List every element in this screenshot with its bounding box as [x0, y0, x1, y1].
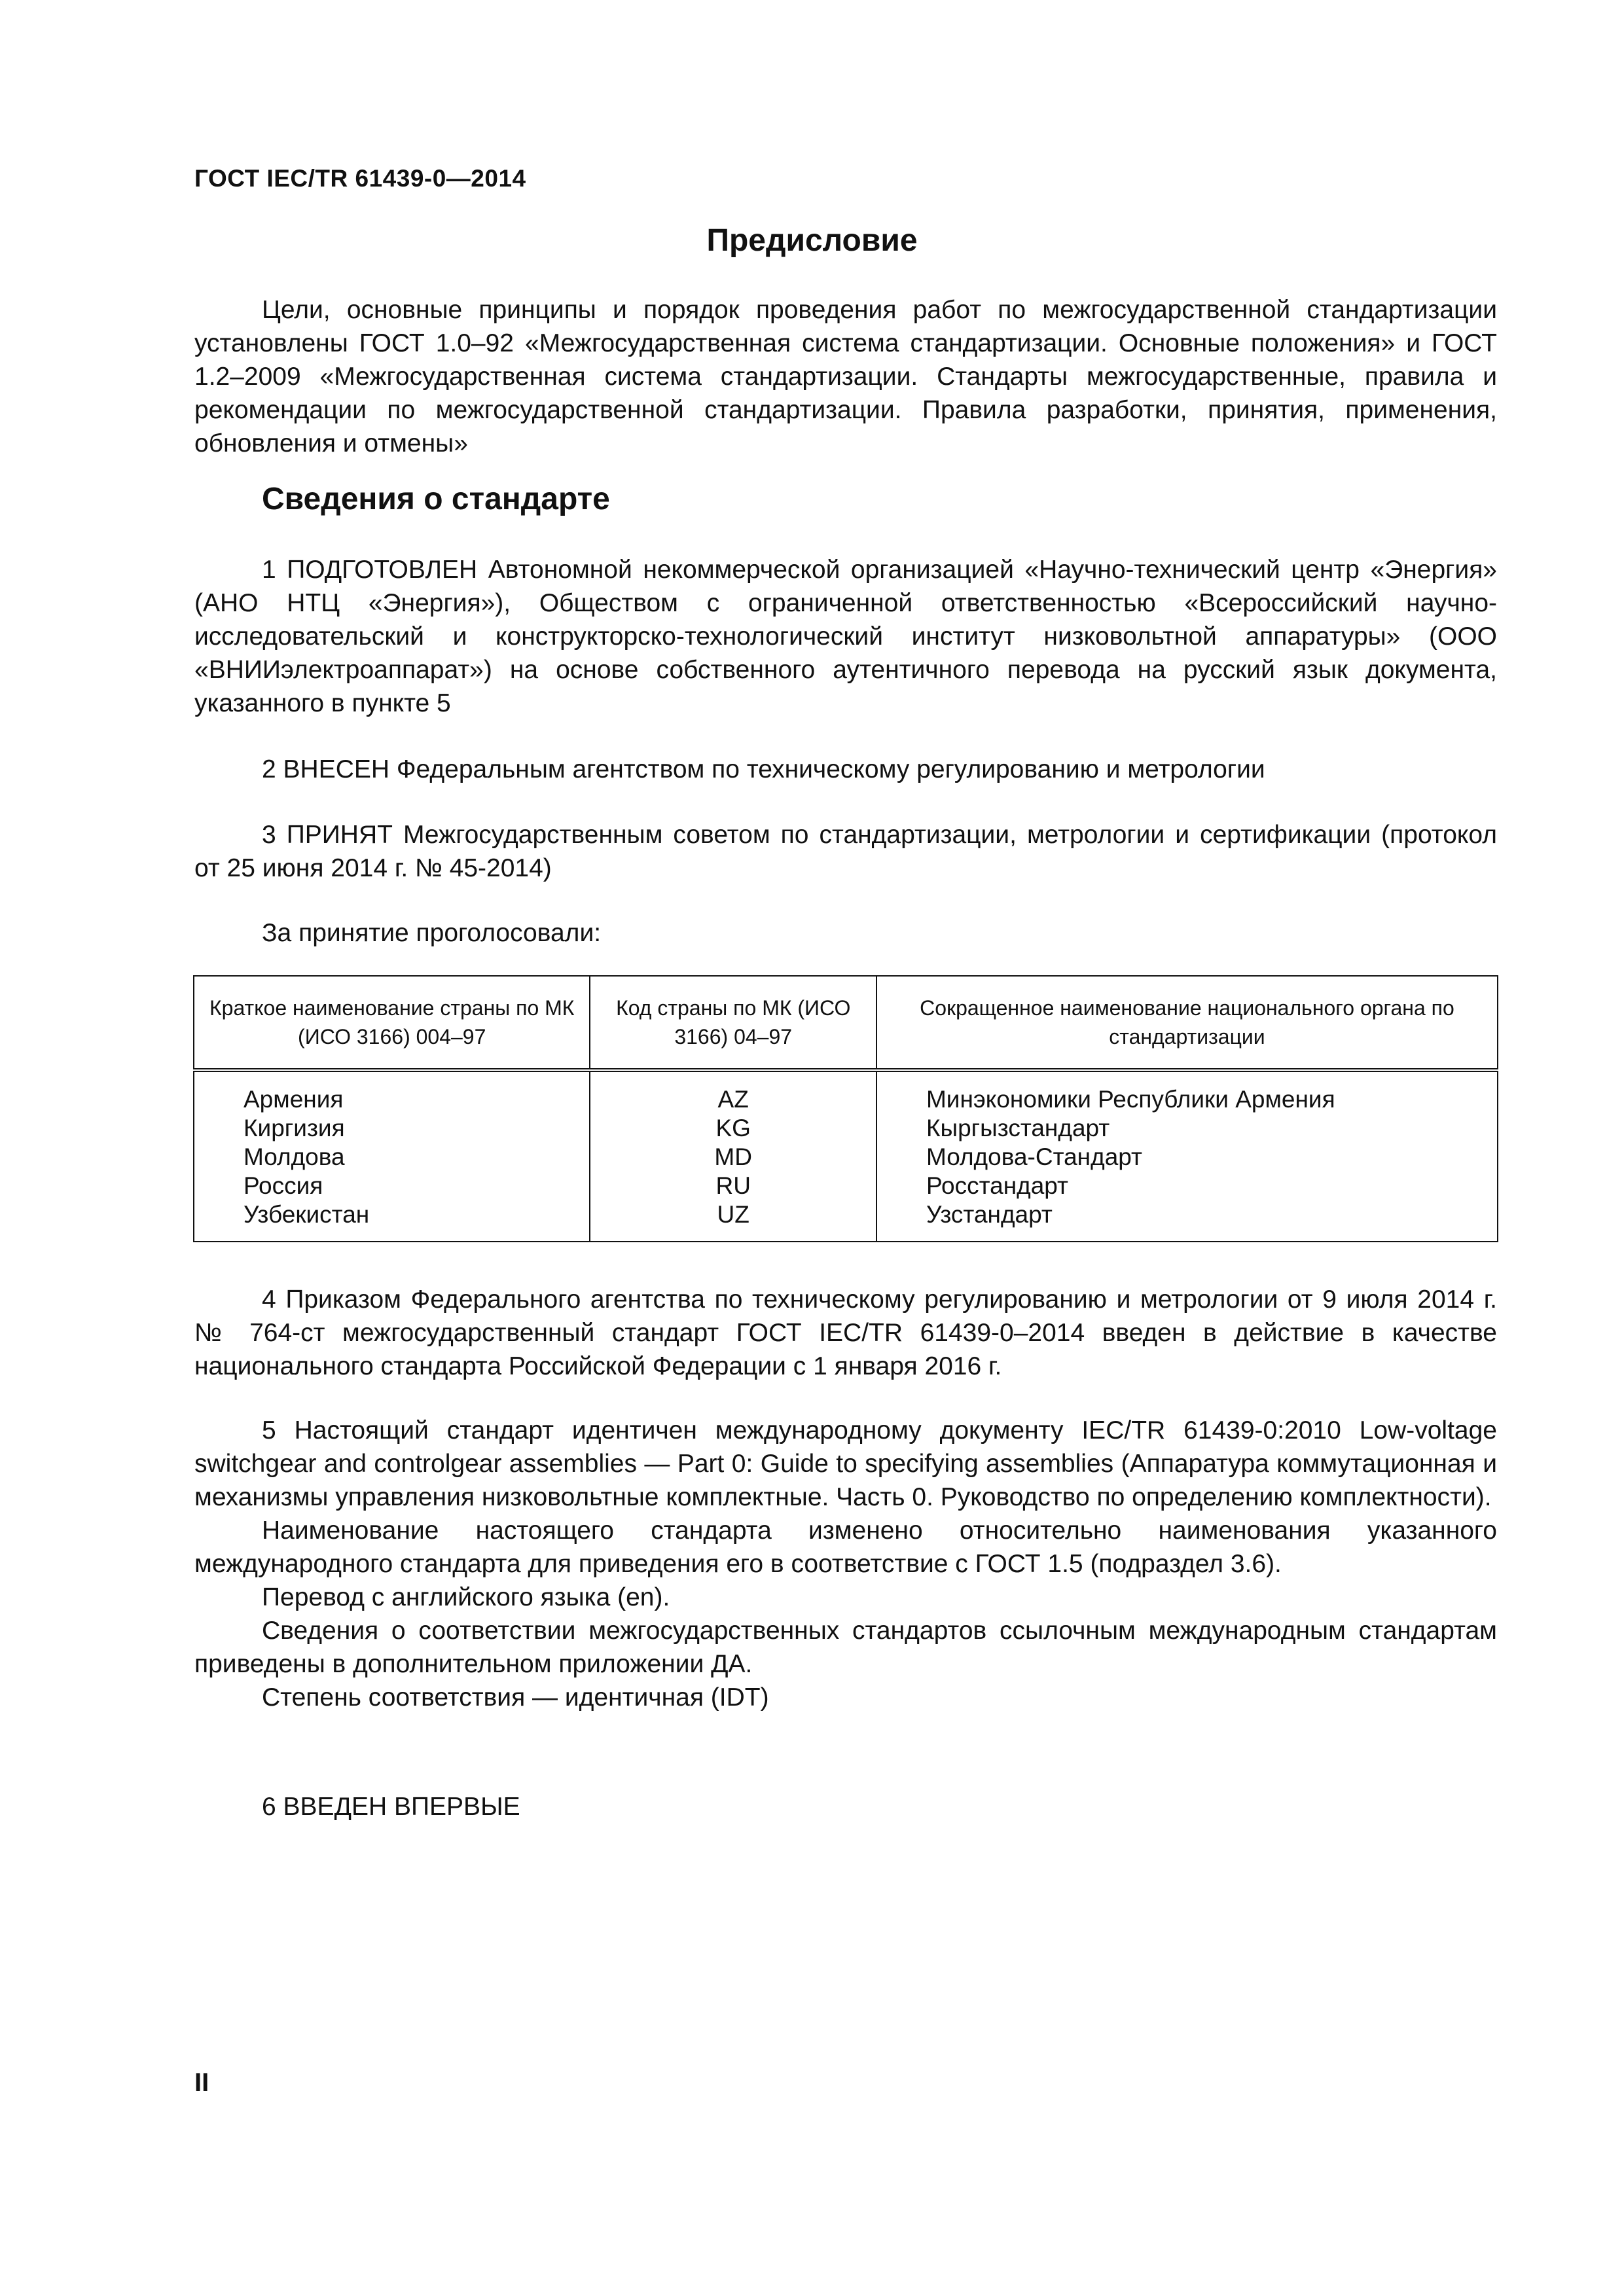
- national-body: Узстандарт: [876, 1200, 1498, 1242]
- national-body: Кыргызстандарт: [876, 1114, 1498, 1143]
- info-item-5-degree: Степень соответствия — идентичная (IDT): [262, 1683, 769, 1712]
- country-name: Киргизия: [194, 1114, 590, 1143]
- national-body: Минэкономики Республики Армения: [876, 1070, 1498, 1114]
- country-code: RU: [590, 1172, 876, 1200]
- country-name: Россия: [194, 1172, 590, 1200]
- info-item-1: 1 ПОДГОТОВЛЕН Автономной некоммерческой организацией «Научно-технический центр «Энергия» (АНО НТЦ «Энергия»), Обществом с ограниченной ответственностью «Всероссийский научно-исследовательский и конструкторско-технологический институт низковольтной аппаратуры» (ООО «ВНИИэлектроаппарат») на основе собственного аутентичного перевода на русский язык документа, указанного в пункте 5: [194, 556, 1497, 717]
- table-row: [194, 1200, 1498, 1242]
- country-code: UZ: [590, 1200, 876, 1242]
- header-national-body: Сокращенное наименование национального органа по стандартизации: [876, 976, 1498, 1070]
- table-row: [194, 1143, 1498, 1172]
- info-item-5-name-note: Наименование настоящего стандарта изменено относительно наименования указанного международного стандарта для приведения его в соответствие с ГОСТ 1.5 (подраздел 3.6).: [194, 1516, 1497, 1578]
- country-code: MD: [590, 1143, 876, 1172]
- info-title: Сведения о стандарте: [262, 482, 610, 516]
- country-name: Армения: [194, 1070, 590, 1114]
- country-name: Молдова: [194, 1143, 590, 1172]
- info-item-5-block: [194, 1414, 1497, 1714]
- voted-label: За принятие проголосовали:: [262, 919, 602, 947]
- info-item-5: 5 Настоящий стандарт идентичен международному документу IEC/TR 61439-0:2010 Low-voltage switchgear and controlgear assemblies — Part 0: Guide to specifying assemblies (Аппаратура коммутационная и механизмы управления низковольтные комплектные. Часть 0. Руководство по определению комплектности).: [194, 1416, 1497, 1511]
- page-number: II: [194, 2068, 209, 2097]
- info-item-3: 3 ПРИНЯТ Межгосударственным советом по стандартизации, метрологии и сертификации (протокол от 25 июня 2014 г. № 45-2014): [194, 821, 1497, 882]
- preface-paragraph: Цели, основные принципы и порядок проведения работ по межгосударственной стандартизации установлены ГОСТ 1.0–92 «Межгосударственная система стандартизации. Основные положения» и ГОСТ 1.2–2009 «Межгосударственная система стандартизации. Стандарты межгосударственные, правила и рекомендации по межгосударственной стандартизации. Правила разработки, принятия, применения, обновления и отмены»: [194, 296, 1497, 457]
- preface-title: Предисловие: [706, 223, 918, 258]
- header-country-code: Код страны по МК (ИСО 3166) 04–97: [590, 976, 876, 1070]
- national-body: Росстандарт: [876, 1172, 1498, 1200]
- info-item-6: 6 ВВЕДЕН ВПЕРВЫЕ: [262, 1793, 520, 1821]
- national-body: Молдова-Стандарт: [876, 1143, 1498, 1172]
- country-name: Узбекистан: [194, 1200, 590, 1242]
- info-item-5-translation: Перевод с английского языка (en).: [262, 1583, 670, 1611]
- header-country-name: Краткое наименование страны по МК (ИСО 3166) 004–97: [194, 976, 590, 1070]
- info-item-5-references: Сведения о соответствии межгосударственных стандартов ссылочным международным стандартам приведены в дополнительном приложении ДА.: [194, 1617, 1497, 1678]
- table-header-row: [194, 976, 1498, 1070]
- country-code: KG: [590, 1114, 876, 1143]
- table-row: [194, 1114, 1498, 1143]
- document-designation: ГОСТ IEC/TR 61439-0—2014: [194, 165, 526, 192]
- country-code: AZ: [590, 1070, 876, 1114]
- info-item-4: 4 Приказом Федерального агентства по техническому регулированию и метрологии от 9 июля 2014 г. № 764-ст межгосударственный стандарт ГОСТ IEC/TR 61439-0–2014 введен в действие в качестве национального стандарта Российской Федерации с 1 января 2016 г.: [194, 1285, 1497, 1380]
- table-row: [194, 1172, 1498, 1200]
- info-item-2: 2 ВНЕСЕН Федеральным агентством по техническому регулированию и метрологии: [262, 755, 1265, 783]
- voting-table: [193, 975, 1498, 1242]
- table-row: [194, 1070, 1498, 1114]
